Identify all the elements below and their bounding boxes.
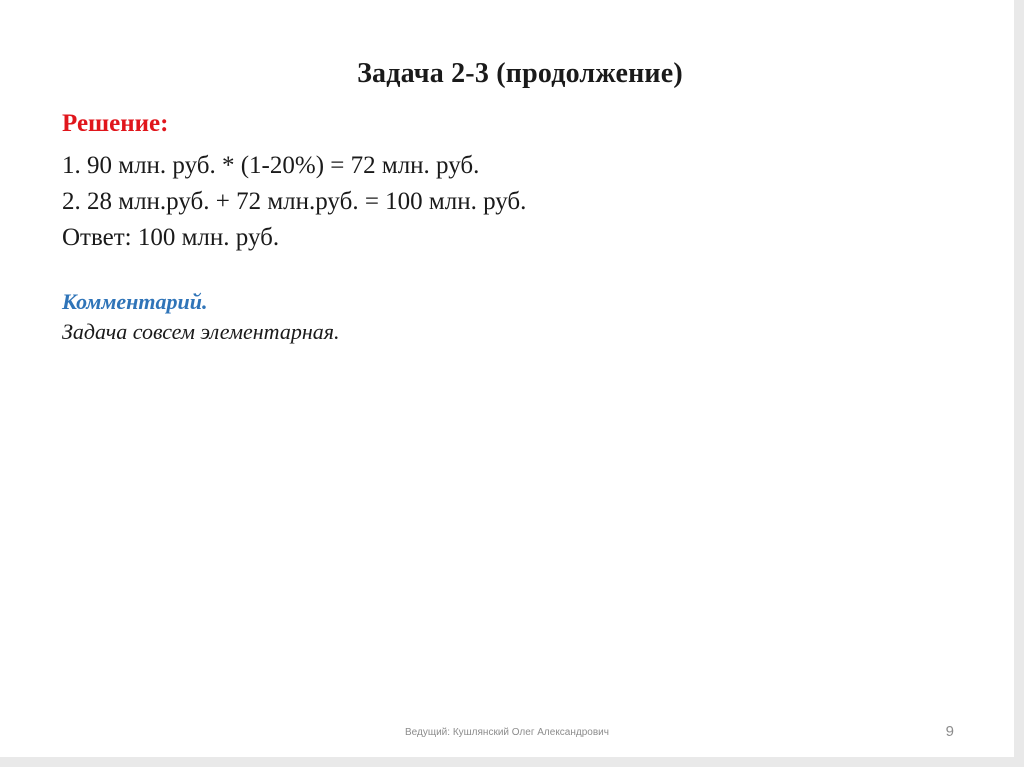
answer-line: Ответ: 100 млн. руб. (62, 224, 280, 251)
solution-line-2: 2. 28 млн.руб. + 72 млн.руб. = 100 млн. руб. (62, 188, 527, 215)
page-number: 9 (945, 723, 954, 740)
comment-label: Комментарий. (62, 289, 208, 314)
footer-presenter: Ведущий: Кушлянский Олег Александрович (405, 727, 609, 738)
solution-lines (62, 148, 526, 256)
slide-title: Задача 2-3 (продолжение) (357, 58, 683, 89)
comment-text: Задача совсем элементарная. (62, 319, 340, 344)
solution-line-1: 1. 90 млн. руб. * (1-20%) = 72 млн. руб. (62, 152, 480, 179)
solution-label: Решение: (62, 110, 169, 137)
